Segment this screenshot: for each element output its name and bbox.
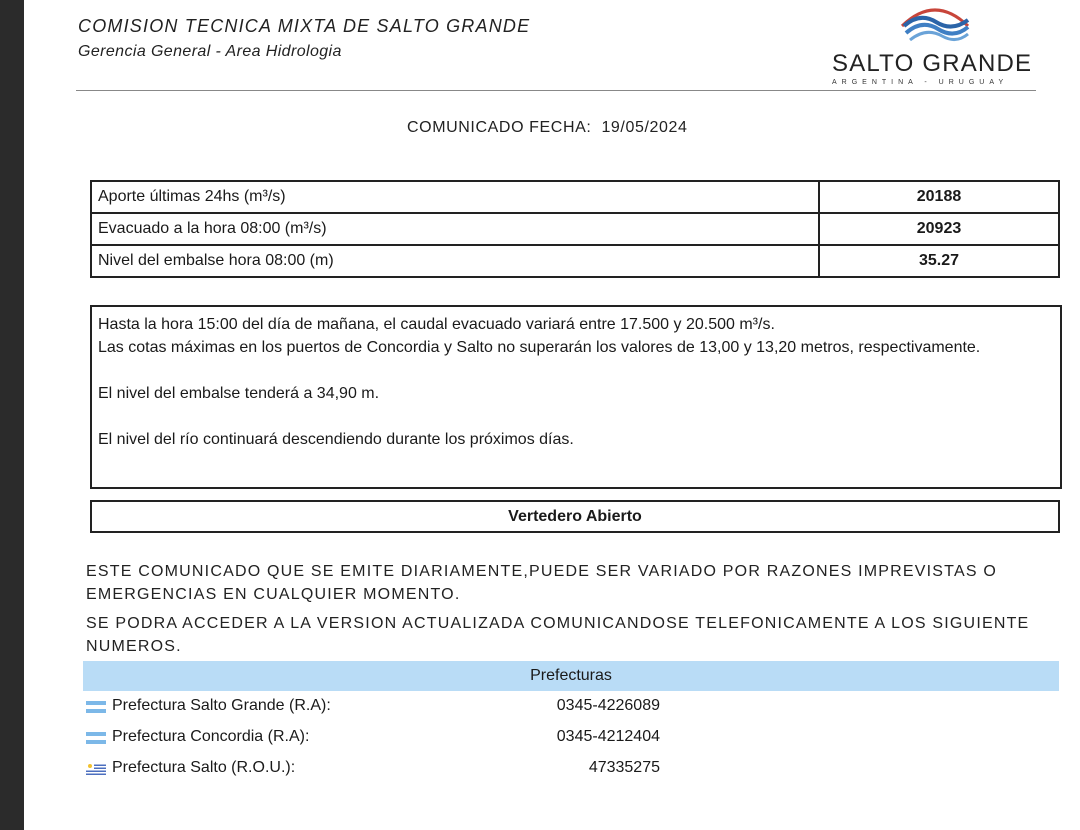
department-subtitle: Gerencia General - Area Hidrologia <box>78 43 342 60</box>
comunicado-label: COMUNICADO FECHA: <box>407 119 592 136</box>
forecast-flow-text: Hasta la hora 15:00 del día de mañana, el caudal evacuado variará entre 17.500 y 20.500 m³/s. <box>98 316 775 333</box>
notice-variation: ESTE COMUNICADO QUE SE EMITE DIARIAMENTE,PUEDE SER VARIADO POR RAZONES IMPREVISTAS O EMERGENCIAS EN CUALQUIER MOMENTO. <box>86 563 997 603</box>
argentina-flag-icon <box>86 732 106 744</box>
logo-wave-icon <box>898 0 972 50</box>
argentina-flag-icon <box>86 701 106 713</box>
notice-contact: SE PODRA ACCEDER A LA VERSION ACTUALIZADA COMUNICANDOSE TELEFONICAMENTE A LOS SIGUIENTE NUMEROS. <box>86 615 1030 655</box>
prefectura-row <box>86 759 686 781</box>
prefectura-name: Prefectura Salto Grande (R.A): <box>112 697 331 714</box>
prefectura-phone[interactable]: 47335275 <box>588 759 660 776</box>
prefectura-name: Prefectura Concordia (R.A): <box>112 728 310 745</box>
hydro-data-table <box>90 180 1060 278</box>
prefectura-phone[interactable]: 0345-4226089 <box>556 697 660 714</box>
forecast-ports-text: Las cotas máximas en los puertos de Concordia y Salto no superarán los valores de 13,00 y 13,20 metros, respectivamente. <box>98 339 981 356</box>
spillway-status: Vertedero Abierto <box>90 500 1060 533</box>
viewer-left-edge <box>0 0 24 830</box>
row-label: Aporte últimas 24hs (m³/s) <box>91 181 819 213</box>
prefecturas-header: Prefecturas <box>83 661 1059 691</box>
prefectura-row <box>86 697 686 719</box>
comunicado-date: 19/05/2024 <box>601 119 688 136</box>
uruguay-flag-icon <box>86 763 106 775</box>
table-row <box>91 245 1059 277</box>
comunicado-date-line <box>407 119 688 137</box>
header-divider <box>76 90 1036 91</box>
forecast-reservoir-text: El nivel del embalse tenderá a 34,90 m. <box>98 385 380 402</box>
row-value: 20923 <box>819 213 1059 245</box>
salto-grande-logo <box>828 0 1040 92</box>
prefectura-name: Prefectura Salto (R.O.U.): <box>112 759 296 776</box>
row-value: 35.27 <box>819 245 1059 277</box>
row-label: Evacuado a la hora 08:00 (m³/s) <box>91 213 819 245</box>
org-title: COMISION TECNICA MIXTA DE SALTO GRANDE <box>78 16 531 36</box>
prefectura-phone[interactable]: 0345-4212404 <box>556 728 660 745</box>
forecast-river-text: El nivel del río continuará descendiendo durante los próximos días. <box>98 431 574 448</box>
logo-name: SALTO GRANDE <box>832 50 1033 77</box>
prefectura-row <box>86 728 686 750</box>
table-row <box>91 213 1059 245</box>
logo-tagline: ARGENTINA - URUGUAY <box>832 79 1009 86</box>
table-row <box>91 181 1059 213</box>
row-value: 20188 <box>819 181 1059 213</box>
forecast-box <box>90 305 1062 489</box>
row-label: Nivel del embalse hora 08:00 (m) <box>91 245 819 277</box>
